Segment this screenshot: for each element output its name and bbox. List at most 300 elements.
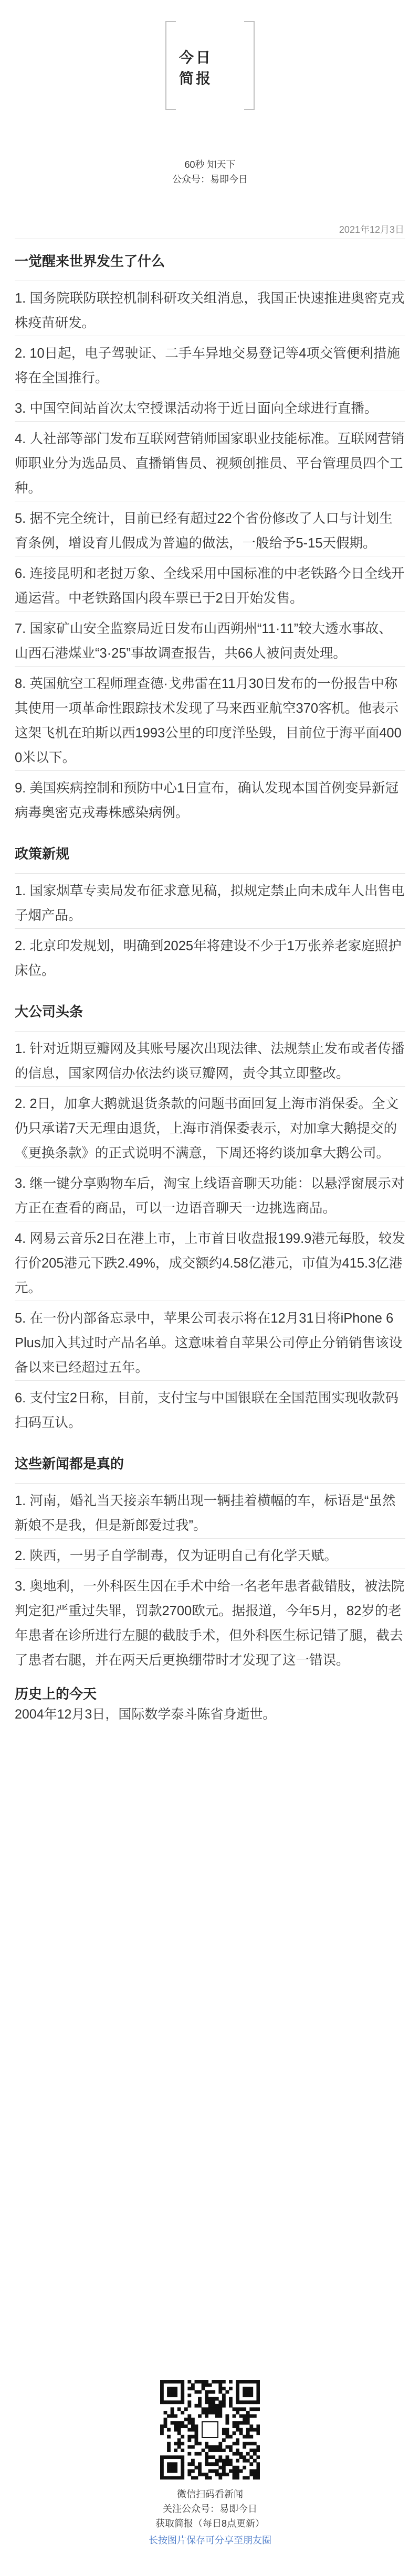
qr-module <box>160 2393 164 2397</box>
qr-module <box>243 2435 246 2439</box>
qr-module <box>222 2380 226 2384</box>
news-content <box>15 239 405 1725</box>
qr-module <box>253 2442 257 2445</box>
qr-module <box>256 2462 260 2466</box>
qr-module <box>171 2380 174 2384</box>
qr-module <box>236 2442 239 2445</box>
qr-module <box>229 2469 233 2473</box>
qr-module <box>181 2455 184 2459</box>
qr-module <box>249 2435 253 2439</box>
qr-module <box>249 2407 253 2411</box>
qr-module <box>198 2414 202 2418</box>
qr-module <box>215 2397 219 2401</box>
qr-module <box>195 2438 198 2442</box>
qr-module <box>229 2462 233 2466</box>
news-item: 3. 奥地利，一外科医生因在手术中给一名老年患者截错肢，被法院判定犯严重过失罪，罚款2700欧元。据报道，今年5月，82岁的老年患者在诊所进行左腿的截肢手术，但外科医生标记错了腿，截去了患者右腿，并在两天后更换绷带时才发现了这一错误。 <box>15 1579 405 1668</box>
qr-module <box>218 2414 222 2418</box>
qr-module <box>171 2411 174 2414</box>
qr-module <box>202 2384 205 2387</box>
section-title: 一觉醒来世界发生了什么 <box>15 239 405 281</box>
qr-module <box>225 2473 229 2476</box>
qr-module <box>202 2380 205 2384</box>
qr-module <box>171 2421 174 2425</box>
qr-module <box>215 2407 219 2411</box>
qr-module <box>222 2431 226 2435</box>
qr-module <box>171 2390 174 2394</box>
qr-module <box>174 2462 177 2466</box>
qr-module <box>167 2476 171 2480</box>
qr-module <box>253 2380 257 2384</box>
qr-module <box>246 2421 250 2425</box>
qr-module <box>177 2442 181 2445</box>
qr-module <box>198 2442 202 2445</box>
qr-code-image <box>160 2380 260 2480</box>
qr-module <box>202 2473 205 2476</box>
qr-module <box>236 2469 239 2473</box>
qr-module <box>174 2421 177 2425</box>
qr-module <box>167 2380 171 2384</box>
qr-module <box>177 2455 181 2459</box>
qr-module <box>191 2476 195 2480</box>
section-title: 这些新闻都是真的 <box>15 1442 405 1484</box>
qr-module <box>208 2411 212 2414</box>
qr-module <box>249 2455 253 2459</box>
qr-module <box>174 2387 177 2390</box>
qr-module <box>198 2400 202 2404</box>
qr-module <box>243 2400 246 2404</box>
qr-module <box>256 2449 260 2452</box>
qr-module <box>171 2462 174 2466</box>
qr-module <box>243 2393 246 2397</box>
qr-module <box>202 2449 205 2452</box>
qr-module <box>164 2421 167 2425</box>
issue-date: 2021年12月3日 <box>339 224 404 235</box>
account-name: 公众号：易即今日 <box>172 174 248 185</box>
qr-module <box>222 2387 226 2390</box>
qr-module <box>249 2387 253 2390</box>
qr-module <box>181 2411 184 2414</box>
logo-deco-bottom <box>176 108 244 110</box>
qr-code[interactable] <box>160 2380 260 2480</box>
qr-module <box>181 2397 184 2401</box>
qr-module <box>246 2414 250 2418</box>
qr-module <box>256 2473 260 2476</box>
qr-module <box>160 2455 164 2459</box>
qr-module <box>174 2449 177 2452</box>
section-policy <box>15 832 405 983</box>
qr-module <box>249 2442 253 2445</box>
section-true-news <box>15 1442 405 1673</box>
qr-module <box>205 2445 208 2449</box>
qr-module <box>187 2418 191 2421</box>
qr-module <box>177 2380 181 2384</box>
qr-module <box>246 2400 250 2404</box>
qr-module <box>222 2438 226 2442</box>
qr-module <box>229 2449 233 2452</box>
qr-module <box>208 2476 212 2480</box>
qr-module <box>174 2476 177 2480</box>
qr-module <box>181 2476 184 2480</box>
qr-module <box>184 2407 188 2411</box>
footer-scan-hint: 微信扫码看新闻 <box>177 2489 243 2499</box>
qr-module <box>243 2466 246 2470</box>
qr-module <box>233 2424 236 2428</box>
qr-module <box>174 2428 177 2432</box>
qr-module <box>233 2407 236 2411</box>
qr-module <box>167 2435 171 2439</box>
qr-module <box>177 2407 181 2411</box>
qr-module <box>208 2400 212 2404</box>
qr-module <box>160 2400 164 2404</box>
qr-module <box>225 2418 229 2421</box>
qr-module <box>160 2462 164 2466</box>
qr-module <box>256 2431 260 2435</box>
qr-module <box>167 2462 171 2466</box>
qr-module <box>256 2466 260 2470</box>
qr-module <box>174 2424 177 2428</box>
qr-module <box>222 2473 226 2476</box>
qr-module <box>253 2452 257 2456</box>
qr-module <box>215 2445 219 2449</box>
qr-module <box>256 2387 260 2390</box>
qr-module <box>243 2380 246 2384</box>
qr-module <box>243 2407 246 2411</box>
qr-module <box>249 2473 253 2476</box>
qr-module <box>229 2387 233 2390</box>
news-item: 6. 支付宝2日称，目前，支付宝与中国银联在全国范围实现收款码扫码互认。 <box>15 1391 399 1430</box>
qr-module <box>160 2424 164 2428</box>
qr-module <box>167 2428 171 2432</box>
qr-module <box>236 2473 239 2476</box>
qr-module <box>181 2435 184 2439</box>
qr-module <box>181 2387 184 2390</box>
section-title: 政策新规 <box>15 832 405 874</box>
qr-module <box>205 2462 208 2466</box>
news-item: 2. 陕西，一男子自学制毒，仅为证明自己有化学天赋。 <box>15 1539 405 1569</box>
qr-module <box>218 2442 222 2445</box>
qr-module <box>233 2452 236 2456</box>
qr-module <box>218 2449 222 2452</box>
logo-line1: 今日 <box>179 49 213 66</box>
qr-module <box>239 2428 243 2432</box>
qr-module <box>215 2404 219 2408</box>
qr-module <box>171 2387 174 2390</box>
qr-module <box>212 2404 215 2408</box>
qr-module <box>198 2452 202 2456</box>
qr-module <box>236 2407 239 2411</box>
qr-module <box>233 2476 236 2480</box>
qr-module <box>246 2393 250 2397</box>
qr-module <box>225 2421 229 2425</box>
qr-module <box>246 2459 250 2463</box>
qr-module <box>253 2449 257 2452</box>
qr-module <box>233 2421 236 2425</box>
qr-module <box>256 2424 260 2428</box>
section-companies <box>15 990 405 1435</box>
qr-module <box>218 2400 222 2404</box>
qr-module <box>160 2473 164 2476</box>
qr-module <box>212 2445 215 2449</box>
qr-module <box>253 2414 257 2418</box>
qr-module <box>160 2390 164 2394</box>
qr-module <box>243 2414 246 2418</box>
qr-module <box>195 2424 198 2428</box>
news-item: 4. 网易云音乐2日在港上市，上市首日收盘报199.9港元每股，较发行价205港元下跌2.49%，成交额约4.58亿港元，市值为415.3亿港元。 <box>15 1221 405 1301</box>
section-title: 大公司头条 <box>15 990 405 1032</box>
qr-module <box>222 2397 226 2401</box>
qr-module <box>256 2390 260 2394</box>
qr-module <box>177 2476 181 2480</box>
qr-module <box>181 2400 184 2404</box>
qr-module <box>218 2407 222 2411</box>
qr-module <box>222 2393 226 2397</box>
footer-share-hint[interactable]: 长按图片保存可分享至朋友圈 <box>149 2535 271 2546</box>
footer-update-note: 获取简报（每日8点更新） <box>155 2518 265 2529</box>
news-item: 2. 10日起，电子驾驶证、二手车异地交易登记等4项交管便利措施将在全国推行。 <box>15 336 405 391</box>
qr-module <box>205 2384 208 2387</box>
qr-module <box>174 2400 177 2404</box>
qr-module <box>167 2445 171 2449</box>
qr-module <box>174 2455 177 2459</box>
qr-module <box>243 2455 246 2459</box>
qr-module <box>160 2459 164 2463</box>
qr-module <box>195 2431 198 2435</box>
qr-module <box>229 2435 233 2439</box>
qr-module <box>181 2384 184 2387</box>
qr-module <box>239 2469 243 2473</box>
qr-module <box>215 2380 219 2384</box>
news-item: 9. 美国疾病控制和预防中心1日宣布，确认发现本国首例变异新冠病毒奥密克戎毒株感染病例。 <box>15 781 399 820</box>
qr-module <box>243 2421 246 2425</box>
qr-module <box>164 2418 167 2421</box>
qr-module <box>195 2428 198 2432</box>
qr-module <box>236 2476 239 2480</box>
qr-module <box>167 2442 171 2445</box>
qr-module <box>195 2476 198 2480</box>
qr-module <box>243 2442 246 2445</box>
qr-module <box>171 2466 174 2470</box>
qr-module <box>208 2390 212 2394</box>
qr-module <box>249 2390 253 2394</box>
qr-module <box>246 2452 250 2456</box>
qr-module <box>225 2459 229 2463</box>
qr-module <box>222 2466 226 2470</box>
qr-module <box>229 2404 233 2408</box>
qr-module <box>171 2414 174 2418</box>
qr-module <box>218 2466 222 2470</box>
qr-module <box>177 2438 181 2442</box>
qr-module <box>198 2466 202 2470</box>
qr-module <box>256 2384 260 2387</box>
qr-module <box>195 2390 198 2394</box>
qr-module <box>167 2393 171 2397</box>
qr-module <box>233 2414 236 2418</box>
qr-module <box>191 2459 195 2463</box>
qr-module <box>222 2449 226 2452</box>
qr-module <box>160 2380 164 2384</box>
qr-module <box>249 2380 253 2384</box>
qr-module <box>205 2455 208 2459</box>
qr-module <box>177 2428 181 2432</box>
qr-module <box>218 2390 222 2394</box>
qr-module <box>218 2459 222 2463</box>
qr-module <box>218 2380 222 2384</box>
qr-module <box>215 2414 219 2418</box>
qr-module <box>212 2380 215 2384</box>
qr-module <box>225 2462 229 2466</box>
qr-module <box>187 2414 191 2418</box>
qr-module <box>236 2449 239 2452</box>
qr-module <box>256 2445 260 2449</box>
qr-module <box>256 2476 260 2480</box>
qr-module <box>225 2390 229 2394</box>
qr-module <box>181 2390 184 2394</box>
qr-module <box>167 2390 171 2394</box>
qr-module <box>243 2476 246 2480</box>
qr-module <box>218 2411 222 2414</box>
qr-module <box>181 2393 184 2397</box>
qr-module <box>167 2466 171 2470</box>
qr-module <box>198 2469 202 2473</box>
qr-module <box>177 2424 181 2428</box>
qr-module <box>239 2400 243 2404</box>
qr-module <box>225 2428 229 2432</box>
qr-module <box>256 2469 260 2473</box>
qr-module <box>177 2431 181 2435</box>
qr-module <box>205 2476 208 2480</box>
qr-module <box>222 2459 226 2463</box>
qr-module <box>171 2407 174 2411</box>
qr-module <box>229 2445 233 2449</box>
qr-module <box>236 2397 239 2401</box>
qr-module <box>218 2387 222 2390</box>
qr-module <box>174 2380 177 2384</box>
news-item: 1. 国家烟草专卖局发布征求意见稿，拟规定禁止向未成年人出售电子烟产品。 <box>15 874 405 929</box>
qr-module <box>181 2469 184 2473</box>
qr-module <box>205 2390 208 2394</box>
qr-module <box>222 2400 226 2404</box>
header <box>0 0 420 185</box>
qr-module <box>174 2390 177 2394</box>
logo <box>165 21 255 110</box>
logo-line2: 简报 <box>179 70 213 87</box>
news-item: 1. 国务院联防联控机制科研攻关组消息，我国正快速推进奥密克戎株疫苗研发。 <box>15 281 405 336</box>
qr-module <box>215 2469 219 2473</box>
qr-module <box>246 2390 250 2394</box>
qr-module <box>187 2445 191 2449</box>
qr-module <box>164 2455 167 2459</box>
news-item: 2. 北京印发规划，明确到2025年将建设不少于1万张养老家庭照护床位。 <box>15 939 402 978</box>
news-item: 5. 在一份内部备忘录中，苹果公司表示将在12月31日将iPhone 6 Plus加入其过时产品名单。这意味着自苹果公司停止分销销售该设备以来已经超过五年。 <box>15 1301 405 1381</box>
qr-module <box>160 2469 164 2473</box>
qr-module <box>212 2400 215 2404</box>
qr-module <box>167 2387 171 2390</box>
qr-module <box>174 2469 177 2473</box>
qr-module <box>187 2404 191 2408</box>
qr-module <box>167 2449 171 2452</box>
qr-module <box>160 2387 164 2390</box>
qr-module <box>187 2380 191 2384</box>
qr-module <box>187 2473 191 2476</box>
qr-module <box>215 2459 219 2463</box>
qr-module <box>164 2400 167 2404</box>
footer-follow-account: 关注公众号：易即今日 <box>163 2504 257 2514</box>
qr-module <box>195 2435 198 2439</box>
qr-module <box>208 2407 212 2411</box>
qr-module <box>160 2384 164 2387</box>
qr-module <box>187 2435 191 2439</box>
qr-module <box>236 2428 239 2432</box>
qr-module <box>205 2380 208 2384</box>
qr-module <box>218 2473 222 2476</box>
qr-module <box>239 2380 243 2384</box>
qr-module <box>191 2445 195 2449</box>
qr-module <box>253 2473 257 2476</box>
qr-module <box>239 2452 243 2456</box>
qr-module <box>212 2455 215 2459</box>
qr-module <box>174 2442 177 2445</box>
qr-module <box>174 2393 177 2397</box>
qr-module <box>181 2462 184 2466</box>
qr-module <box>249 2469 253 2473</box>
qr-module <box>243 2387 246 2390</box>
qr-module <box>218 2476 222 2480</box>
qr-module <box>233 2431 236 2435</box>
qr-module <box>208 2449 212 2452</box>
qr-module <box>233 2473 236 2476</box>
qr-module <box>246 2442 250 2445</box>
qr-module <box>208 2462 212 2466</box>
qr-module <box>236 2390 239 2394</box>
qr-module <box>246 2476 250 2480</box>
news-item: 2. 2日，加拿大鹅就退货条款的问题书面回复上海市消保委。全文仍只承诺7天无理由退货，上海市消保委表示，对加拿大鹅提交的《更换条款》的正式说明不满意，下周还将约谈加拿大鹅公司。 <box>15 1087 405 1166</box>
qr-module <box>184 2418 188 2421</box>
qr-module <box>191 2418 195 2421</box>
qr-module <box>236 2459 239 2463</box>
qr-module <box>246 2431 250 2435</box>
history-title: 历史上的今天 <box>15 1686 97 1702</box>
qr-module <box>249 2428 253 2432</box>
qr-module <box>225 2414 229 2418</box>
qr-module <box>198 2390 202 2394</box>
qr-module <box>212 2469 215 2473</box>
qr-module <box>164 2476 167 2480</box>
qr-module <box>208 2397 212 2401</box>
qr-module <box>198 2404 202 2408</box>
qr-module <box>177 2421 181 2425</box>
qr-module <box>222 2469 226 2473</box>
qr-module <box>215 2411 219 2414</box>
qr-module <box>222 2428 226 2432</box>
news-item: 6. 连接昆明和老挝万象、全线采用中国标准的中老铁路今日全线开通运营。中老铁路国内段车票已于2日开始发售。 <box>15 556 405 611</box>
qr-module <box>205 2452 208 2456</box>
qr-module <box>208 2445 212 2449</box>
qr-module <box>236 2466 239 2470</box>
qr-module <box>191 2469 195 2473</box>
qr-module <box>218 2445 222 2449</box>
qr-module <box>205 2411 208 2414</box>
qr-module <box>229 2397 233 2401</box>
qr-module <box>236 2424 239 2428</box>
qr-module <box>164 2424 167 2428</box>
qr-module <box>256 2455 260 2459</box>
qr-module <box>246 2387 250 2390</box>
qr-module <box>174 2466 177 2470</box>
qr-module <box>195 2452 198 2456</box>
qr-module <box>187 2469 191 2473</box>
qr-module <box>160 2397 164 2401</box>
qr-module <box>187 2452 191 2456</box>
